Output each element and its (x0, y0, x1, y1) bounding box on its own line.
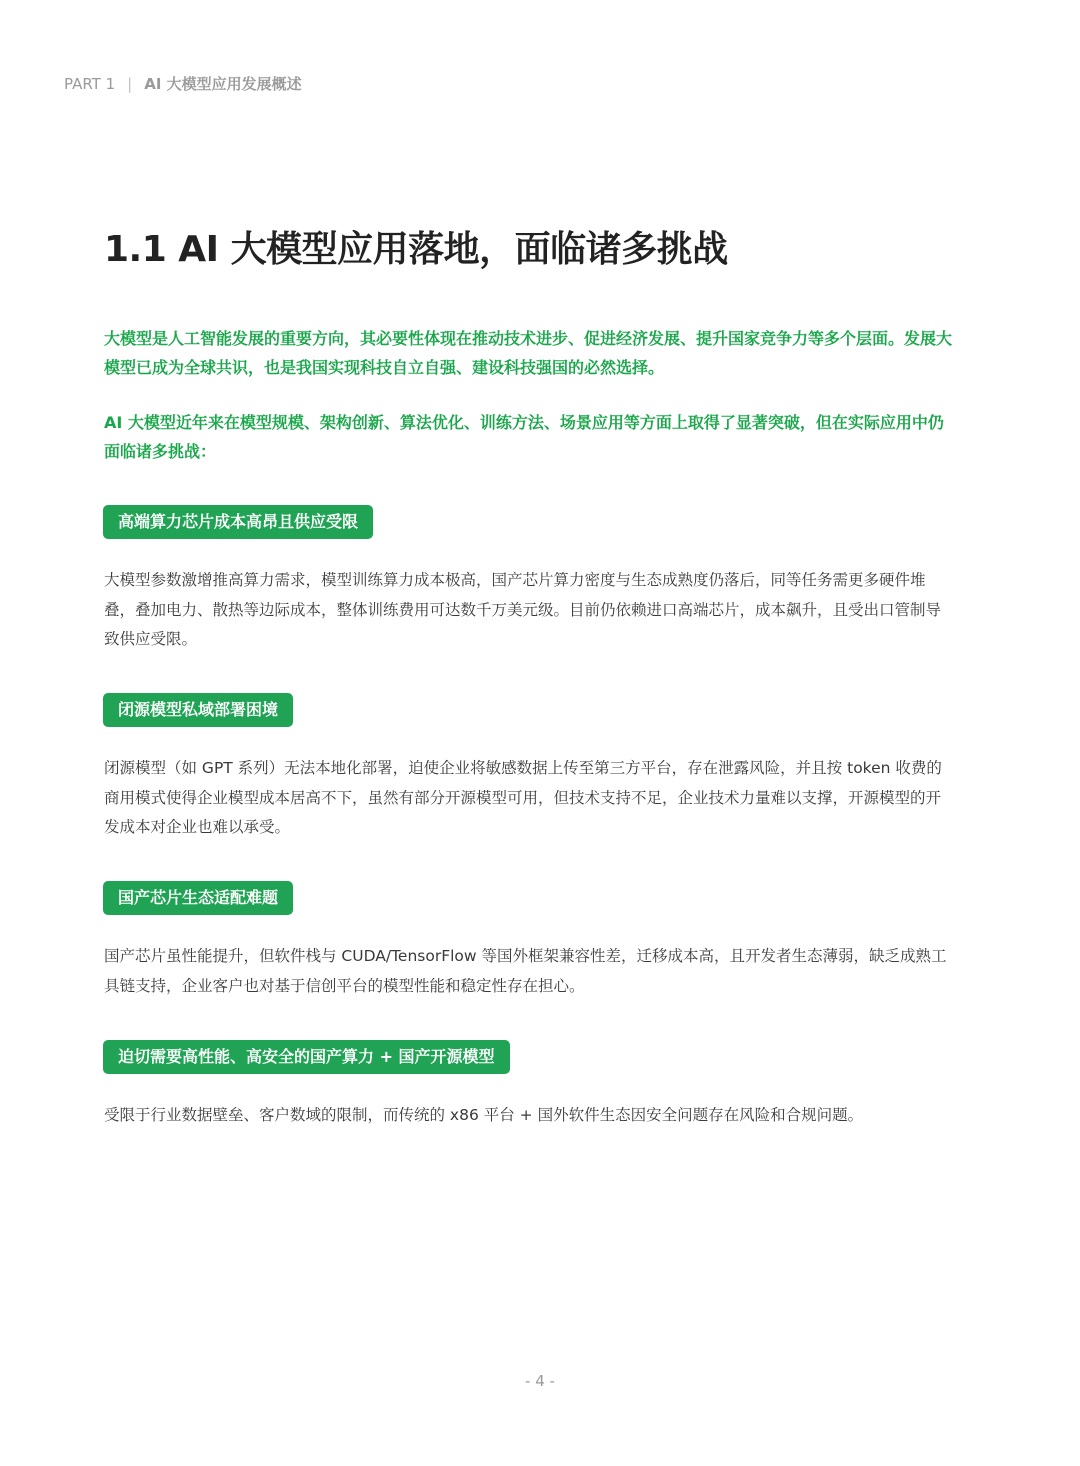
intro-paragraph-1: 大模型是人工智能发展的重要方向，其必要性体现在推动技术进步、促进经济发展、提升国家竞争力等多个层面。发展大模型已成为全球共识，也是我国实现科技自立自强、建设科技强国的必然选择。 (104, 329, 953, 377)
page-title: 1.1 AI 大模型应用落地，面临诸多挑战 (104, 229, 728, 270)
challenge-body-domestic-compute: 受限于行业数据壁垒、客户数域的限制，而传统的 x86 平台 + 国外软件生态因安全问题存在风险和合规问题。 (104, 1106, 864, 1124)
challenge-body-chip-cost: 大模型参数激增推高算力需求，模型训练算力成本极高，国产芯片算力密度与生态成熟度仍落后，同等任务需更多硬件堆叠，叠加电力、散热等边际成本，整体训练费用可达数千万美元级。目前仍依赖进口高端芯片，成本飙升，且受出口管制导致供应受限。 (104, 571, 942, 648)
section-name: AI 大模型应用发展概述 (144, 75, 302, 93)
challenge-tag-ecosystem: 国产芯片生态适配难题 (103, 881, 293, 915)
challenge-tag-domestic-compute: 迫切需要高性能、高安全的国产算力 + 国产开源模型 (103, 1040, 510, 1074)
challenge-body-ecosystem: 国产芯片虽性能提升，但软件栈与 CUDA/TensorFlow 等国外框架兼容性差，迁移成本高，且开发者生态薄弱，缺乏成熟工具链支持，企业客户也对基于信创平台的模型性能和稳定性存在担心。 (104, 947, 947, 995)
running-header (64, 72, 302, 96)
page-number: - 4 - (525, 1372, 555, 1390)
challenge-tag-closed-source: 闭源模型私域部署困境 (103, 693, 293, 727)
intro-paragraph-2: AI 大模型近年来在模型规模、架构创新、算法优化、训练方法、场景应用等方面上取得了显著突破，但在实际应用中仍面临诸多挑战： (104, 413, 944, 461)
challenge-body-closed-source: 闭源模型（如 GPT 系列）无法本地化部署，迫使企业将敏感数据上传至第三方平台，存在泄露风险，并且按 token 收费的商用模式使得企业模型成本居高不下，虽然有部分开源模型可用，但技术支持不足，企业技术力量难以支撑，开源模型的开发成本对企业也难以承受。 (104, 759, 942, 836)
part-label: PART 1 (64, 75, 116, 93)
challenge-tag-chip-cost: 高端算力芯片成本高昂且供应受限 (103, 505, 373, 539)
header-separator: | (127, 75, 133, 93)
